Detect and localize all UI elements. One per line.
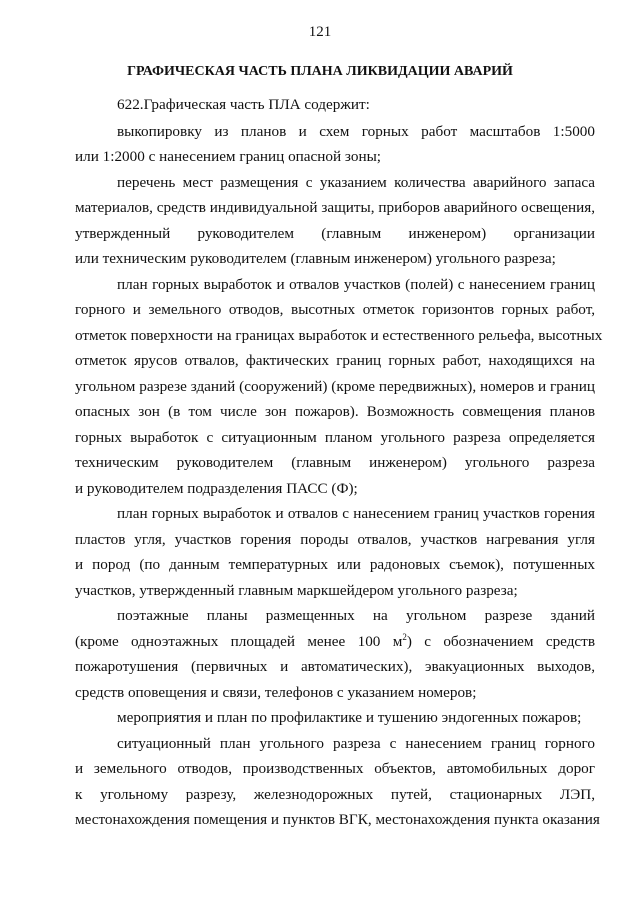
text-line: мероприятия и план по профилактике и тушению эндогенных пожаров; <box>117 709 582 726</box>
text-line: и руководителем подразделения ПАСС (Ф); <box>75 479 358 497</box>
text-line: материалов, средств индивидуальной защиты, приборов аварийного освещения, <box>75 199 595 216</box>
paragraph-excerpt <box>75 119 595 170</box>
text-line: пожаротушения (первичных и автоматических), эвакуационных выходов, <box>75 658 595 675</box>
text-line: отметок поверхности на границах выработок и естественного рельефа, высотных <box>75 326 603 344</box>
text-line: и земельного отводов, производственных объектов, автомобильных дорог <box>75 760 595 777</box>
text-line: утвержденный руководителем (главным инженером) организации <box>75 224 595 242</box>
text-line: ситуационный план угольного разреза с нанесением границ горного <box>117 734 595 752</box>
text-line: пластов угля, участков горения породы отвалов, участков нагревания угля <box>75 530 595 548</box>
text-line: и пород (по данным температурных или радоновых съемок), потушенных <box>75 556 595 573</box>
text-line: горного и земельного отводов, высотных отметок горизонтов горных работ, <box>75 301 595 318</box>
text-line: горных выработок с ситуационным планом угольного разреза определяется <box>75 428 595 446</box>
paragraph-burning-zones-plan <box>75 501 595 603</box>
body-text <box>75 92 603 833</box>
text-line: средств оповещения и связи, телефонов с указанием номеров; <box>75 683 477 701</box>
text-line: 622.Графическая часть ПЛА содержит: <box>117 96 370 113</box>
paragraph-intro <box>75 92 595 118</box>
text-fragment: (кроме одноэтажных площадей менее 100 м <box>75 632 403 650</box>
text-line: поэтажные планы размещенных на угольном разрезе зданий <box>117 607 595 624</box>
paragraph-prevention-measures <box>75 705 595 731</box>
text-fragment: ) с обозначением средств <box>406 632 595 650</box>
paragraph-workings-plan <box>75 272 603 502</box>
superscript: 2 <box>402 631 407 642</box>
text-line: или 1:2000 с нанесением границ опасной зоны; <box>75 148 381 165</box>
page-number: 121 <box>308 24 332 40</box>
text-line-with-superscript <box>75 629 595 655</box>
paragraph-supplies-list <box>75 170 595 272</box>
paragraph-situational-plan <box>75 731 600 833</box>
text-line: участков, утвержденный главным маркшейдером угольного разреза; <box>75 581 518 599</box>
text-line: угольном разрезе зданий (сооружений) (кроме передвижных), номеров и границ <box>75 377 595 395</box>
text-line: перечень мест размещения с указанием количества аварийного запаса <box>117 173 595 191</box>
text-line: техническим руководителем (главным инженером) угольного разреза <box>75 454 595 471</box>
text-line: выкопировку из планов и схем горных работ масштабов 1:5000 <box>117 122 595 140</box>
paragraph-floor-plans <box>75 603 595 705</box>
text-line: местонахождения помещения и пунктов ВГК, местонахождения пункта оказания <box>75 811 600 828</box>
text-line: план горных выработок и отвалов участков (полей) с нанесением границ <box>117 275 595 293</box>
text-line: отметок ярусов отвалов, фактических границ горных работ, находящихся на <box>75 352 595 369</box>
text-line: к угольному разрезу, железнодорожных путей, стационарных ЛЭП, <box>75 785 595 803</box>
text-line: план горных выработок и отвалов с нанесением границ участков горения <box>117 505 595 522</box>
text-line: или техническим руководителем (главным инженером) угольного разреза; <box>75 250 556 267</box>
text-line: опасных зон (в том числе зон пожаров). Возможность совмещения планов <box>75 403 595 420</box>
section-heading: ГРАФИЧЕСКАЯ ЧАСТЬ ПЛАНА ЛИКВИДАЦИИ АВАРИЙ <box>127 64 513 79</box>
